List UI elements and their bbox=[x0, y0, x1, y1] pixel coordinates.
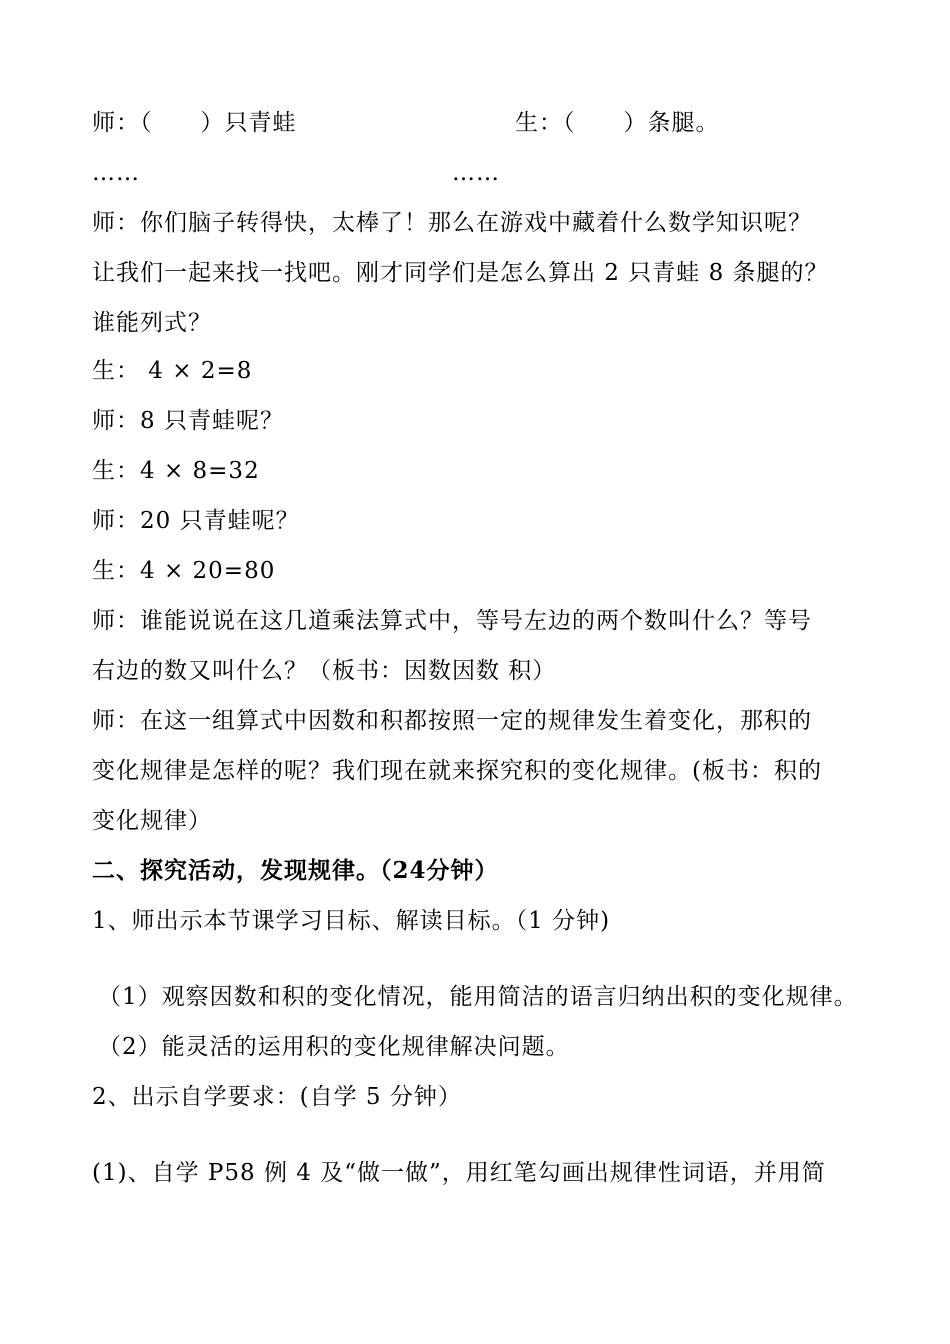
paragraph-line: 谁能列式？ bbox=[92, 310, 212, 336]
paragraph-line: 生：4 × 8=32 bbox=[92, 458, 260, 484]
ellipsis-right: …… bbox=[452, 160, 500, 186]
paragraph-line: 变化规律是怎样的呢？我们现在就来探究积的变化规律。(板书：积的 bbox=[92, 758, 822, 784]
paragraph-line: 师：你们脑子转得快，太棒了！那么在游戏中藏着什么数学知识呢？ bbox=[92, 210, 812, 236]
paragraph-line: 师：谁能说说在这几道乘法算式中，等号左边的两个数叫什么？等号 bbox=[92, 608, 812, 634]
paragraph-line: 生： 4 × 2=8 bbox=[92, 358, 253, 384]
paragraph-line: 让我们一起来找一找吧。刚才同学们是怎么算出 2 只青蛙 8 条腿的？ bbox=[92, 260, 829, 286]
objective-item: （2）能灵活的运用积的变化规律解决问题。 bbox=[98, 1034, 570, 1060]
paragraph-line: 1、师出示本节课学习目标、解读目标。（1 分钟) bbox=[92, 908, 611, 934]
paragraph-line: 2、出示自学要求：(自学 5 分钟） bbox=[92, 1084, 462, 1110]
section-heading: 二、探究活动，发现规律。（24分钟） bbox=[92, 857, 499, 884]
paragraph-line: 师：8 只青蛙呢？ bbox=[92, 408, 284, 434]
paragraph-line: 师：20 只青蛙呢？ bbox=[92, 508, 300, 534]
paragraph-line: (1)、自学 P58 例 4 及“做一做”，用红笔勾画出规律性词语，并用简 bbox=[92, 1160, 826, 1186]
objective-item: （1）观察因数和积的变化情况，能用简洁的语言归纳出积的变化规律。 bbox=[98, 984, 858, 1010]
dialogue-line-teacher-frogs-blank: 师：（ ）只青蛙 bbox=[92, 110, 297, 136]
ellipsis-left: …… bbox=[92, 160, 140, 186]
paragraph-line: 生：4 × 20=80 bbox=[92, 558, 276, 584]
paragraph-line: 师：在这一组算式中因数和积都按照一定的规律发生着变化，那积的 bbox=[92, 708, 812, 734]
dialogue-line-student-legs-blank: 生：（ ）条腿。 bbox=[515, 110, 720, 136]
paragraph-line: 变化规律） bbox=[92, 808, 212, 834]
paragraph-line: 右边的数又叫什么？（板书：因数因数 积） bbox=[92, 658, 557, 684]
